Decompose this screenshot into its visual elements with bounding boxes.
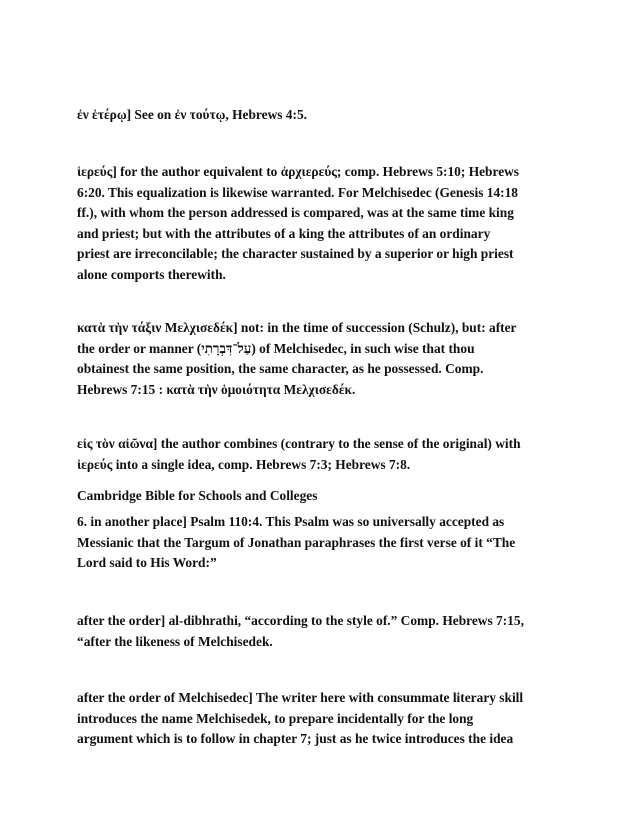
- text-line: priest are irreconcilable; the character sustained by a superior or high priest: [77, 246, 514, 261]
- section-heading-cambridge-bible: [77, 486, 577, 507]
- paragraph-hiereus: [77, 162, 577, 285]
- text-line: ἐν ἑτέρῳ] See on ἐν τούτῳ, Hebrews 4:5.: [77, 107, 308, 122]
- text-line: Lord said to His Word:”: [77, 555, 217, 570]
- text-line: Messianic that the Targum of Jonathan paraphrases the first verse of it “The: [77, 534, 516, 550]
- text-line: and priest; but with the attributes of a king the attributes of an ordinary: [77, 225, 491, 241]
- text-line: obtainest the same position, the same character, as he possessed. Comp.: [77, 361, 484, 376]
- text-line: εἰς τὸν αἰῶνα] the author combines (contrary to the sense of the original) with: [77, 436, 521, 451]
- text-line: introduces the name Melchisedek, to prepare incidentally for the long: [77, 710, 474, 726]
- text-line: 6. in another place] Psalm 110:4. This Psalm was so universally accepted as: [77, 514, 505, 529]
- text-line: ἱερεύς into a single idea, comp. Hebrews 7:3; Hebrews 7:8.: [77, 456, 411, 472]
- paragraph-in-another-place: [77, 512, 577, 574]
- text-line: alone comports therewith.: [77, 266, 226, 282]
- text-line: Hebrews 7:15 : κατὰ τὴν ὁμοιότητα Μελχισεδέκ.: [77, 381, 356, 397]
- paragraph-kata-ten-taxin: [77, 318, 577, 400]
- text-line: argument which is to follow in chapter 7; just as he twice introduces the idea: [77, 731, 514, 746]
- paragraph-after-the-order: [77, 611, 577, 652]
- text-line: ff.), with whom the person addressed is compared, was at the same time king: [77, 205, 514, 220]
- text-line: κατὰ τὴν τάξιν Μελχισεδέκ] not: in the time of succession (Schulz), but: after: [77, 320, 517, 335]
- text-line: 6:20. This equalization is likewise warranted. For Melchisedec (Genesis 14:18: [77, 184, 518, 200]
- text-line: after the order of Melchisedec] The writer here with consummate literary skill: [77, 690, 524, 705]
- text-line: the order or manner (עַל־דִּבְרָתִי) of Melchisedec, in such wise that thou: [77, 340, 475, 356]
- text-line: Cambridge Bible for Schools and Colleges: [77, 488, 318, 503]
- text-line: ἱερεύς] for the author equivalent to ἀρχιερεύς; comp. Hebrews 5:10; Hebrews: [77, 164, 520, 179]
- text-line: after the order] al-dibhrathi, “according to the style of.” Comp. Hebrews 7:15,: [77, 613, 524, 628]
- paragraph-eis-ton-aiona: [77, 434, 577, 475]
- text-line: “after the likeness of Melchisedek.: [77, 633, 273, 649]
- paragraph-en-hetero: [77, 105, 577, 126]
- paragraph-after-the-order-of-melchisedec: [77, 688, 577, 750]
